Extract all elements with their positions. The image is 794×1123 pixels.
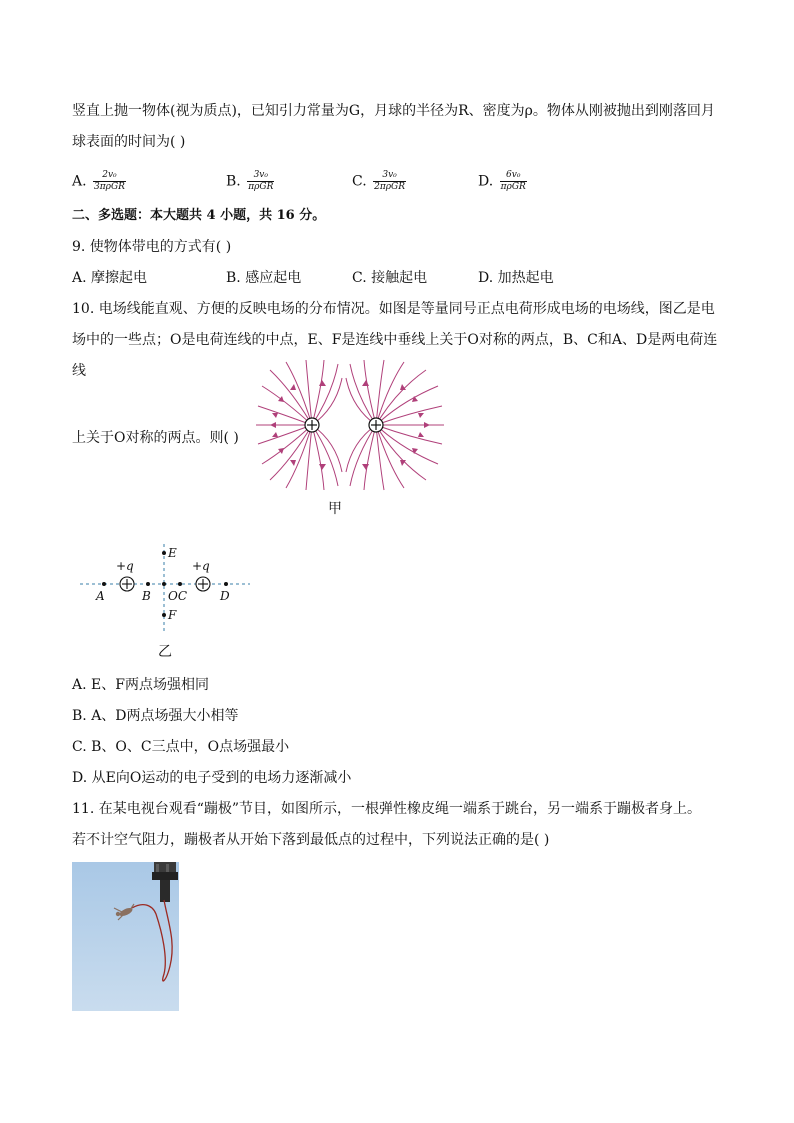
charge-label-left: +q <box>116 559 134 573</box>
fraction: $\frac{\text{2v₀}}{\text{3πρGR}}$ <box>94 170 125 192</box>
q10-stem-line1: 10. 电场线能直观、方便的反映电场的分布情况。如图是等量同号正点电荷形成电场的电场线，图乙是电 <box>72 301 715 317</box>
q8-option-a[interactable]: A. $\frac{\text{2v₀}}{\text{3πρGR}}$ <box>72 170 125 192</box>
q10-stem-line3: 上关于O对称的两点。则( ) <box>72 430 239 446</box>
figure-label-jia: 甲 <box>328 501 342 517</box>
charge-label-right: +q <box>192 559 210 573</box>
positive-charge-left <box>120 577 134 591</box>
label-d: D <box>220 589 230 603</box>
q9-option-d[interactable]: D. 加热起电 <box>478 270 554 286</box>
point-d <box>224 582 228 586</box>
figure-label-yi: 乙 <box>158 644 172 660</box>
fraction: $\frac{\text{6v₀}}{\text{πρGR}}$ <box>500 170 526 192</box>
fraction: $\frac{\text{3v₀}}{\text{πρGR}}$ <box>248 170 274 192</box>
q10-option-c[interactable]: C. B、O、C三点中，O点场强最小 <box>72 739 290 755</box>
q11-stem-line1: 11. 在某电视台观看“蹦极”节目，如图所示，一根弹性橡皮绳一端系于跳台，另一端系于蹦极者身上。 <box>72 801 702 817</box>
point-f <box>162 613 166 617</box>
q8-stem-line1: 竖直上抛一物体(视为质点)，已知引力常量为G，月球的半径为R、密度为ρ。物体从刚被抛出到刚落回月 <box>72 103 715 119</box>
fraction: $\frac{\text{3v₀}}{\text{2πρGR}}$ <box>374 170 406 192</box>
point-b <box>146 582 150 586</box>
positive-charge-right <box>196 577 210 591</box>
label-b: B <box>142 589 151 603</box>
point-e <box>162 551 166 555</box>
label-f: F <box>168 608 177 622</box>
q9-stem: 9. 使物体带电的方式有( ) <box>72 239 232 255</box>
q8-stem-line2: 球表面的时间为( ) <box>72 134 186 150</box>
q8-option-d[interactable]: D. $\frac{\text{6v₀}}{\text{πρGR}}$ <box>478 170 526 192</box>
electric-field-lines-figure <box>252 356 448 494</box>
q9-option-c[interactable]: C. 接触起电 <box>352 270 428 286</box>
field-lines <box>256 360 444 490</box>
label-a: A <box>96 589 105 603</box>
q9-option-b[interactable]: B. 感应起电 <box>226 270 302 286</box>
q10-option-d[interactable]: D. 从E向O运动的电子受到的电场力逐渐减小 <box>72 770 352 786</box>
positive-charge-left <box>305 418 319 432</box>
q9-option-a[interactable]: A. 摩擦起电 <box>72 270 148 286</box>
charge-points-figure <box>78 540 254 636</box>
label-e: E <box>168 546 177 560</box>
label-oc: OC <box>168 589 188 603</box>
q10-option-a[interactable]: A. E、F两点场强相同 <box>72 677 209 693</box>
q8-option-b[interactable]: B. $\frac{\text{3v₀}}{\text{πρGR}}$ <box>226 170 274 192</box>
point-o <box>162 582 166 586</box>
q8-option-c[interactable]: C. $\frac{\text{3v₀}}{\text{2πρGR}}$ <box>352 170 406 192</box>
section-heading: 二、多选题：本大题共 4 小题，共 16 分。 <box>72 208 326 223</box>
q10-stem-line2: 场中的一些点；O是电荷连线的中点，E、F是连线中垂线上关于O对称的两点，B、C和A、D是两电荷连线 <box>72 332 718 379</box>
positive-charge-right <box>369 418 383 432</box>
bungee-jump-photo <box>72 862 179 1011</box>
q10-option-b[interactable]: B. A、D两点场强大小相等 <box>72 708 239 724</box>
point-a <box>102 582 106 586</box>
point-c <box>178 582 182 586</box>
q11-stem-line2: 若不计空气阻力，蹦极者从开始下落到最低点的过程中，下列说法正确的是( ) <box>72 832 550 848</box>
